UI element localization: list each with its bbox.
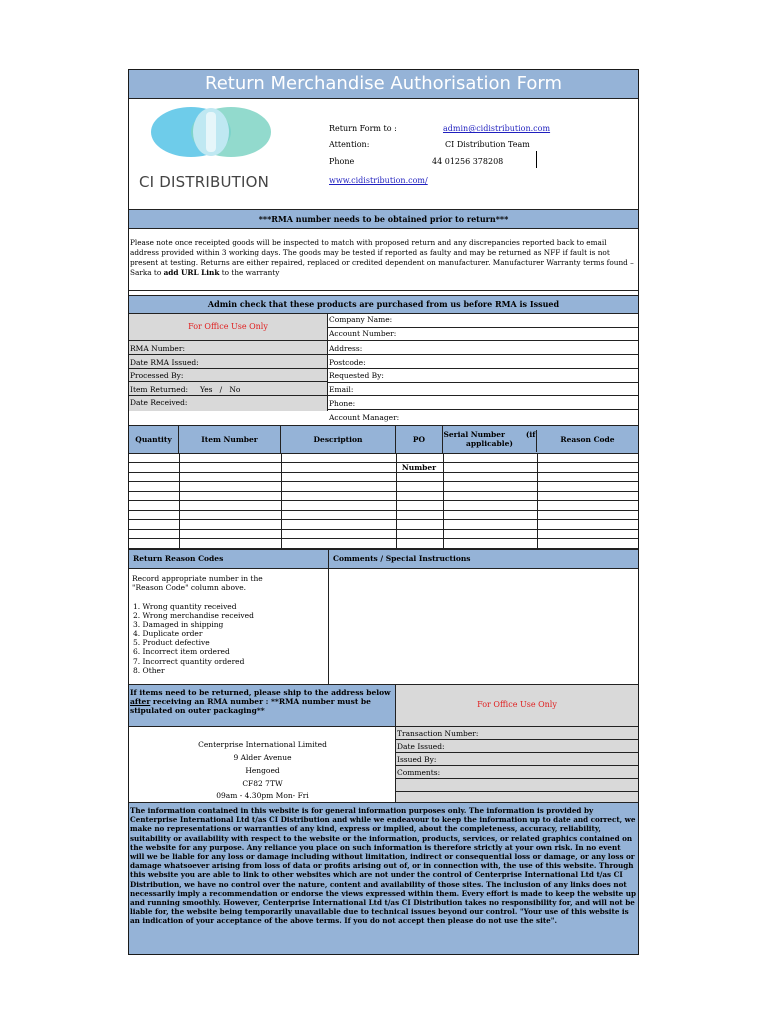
office-use-label-2: For Office Use Only bbox=[396, 684, 638, 726]
col-description: Description bbox=[281, 426, 396, 454]
customer-fields-panel bbox=[328, 314, 638, 425]
divider bbox=[129, 290, 638, 291]
col-item-number: Item Number bbox=[179, 426, 281, 454]
address-hours: 09am - 4.30pm Mon- Fri bbox=[216, 791, 309, 800]
office-fields-panel bbox=[129, 341, 328, 411]
rma-notice-bar: ***RMA number needs to be obtained prior to return*** bbox=[129, 209, 638, 229]
address-line-3: Hengoed bbox=[245, 766, 280, 775]
transaction-panel bbox=[396, 726, 638, 802]
account-number-field[interactable]: Account Number: bbox=[329, 329, 397, 338]
comments-input[interactable] bbox=[329, 569, 638, 684]
requested-by-field[interactable]: Requested By: bbox=[329, 371, 384, 380]
email-field[interactable]: Email: bbox=[329, 385, 354, 394]
logo-text: CI DISTRIBUTION bbox=[139, 173, 270, 191]
phone-label: Phone bbox=[329, 157, 355, 166]
ship-notice-text-b: receiving an RMA number : **RMA number must be stipulated on outer packaging** bbox=[130, 697, 371, 715]
disclaimer: The information contained in this website is for general information purposes only. The information is provided by Centerprise International Ltd t/as CI Distribution and while we endeavour to keep the information up to date and correct, we make no representations or warranties of any kind, express or implied, about the completeness, accuracy, reliability, suitability or availability with respect to the website or the information, products, services, or related graphics contained on the website for any purpose. Any reliance you place on such information is therefore strictly at your own risk. In no event will we be liable for any loss or damage including without limitation, indirect or consequential loss or damage, or any loss or damage whatsoever arising from loss of data or profits arising out of, or in connection with, the use of this website. Through this website you are able to link to other websites which are not under the control of Centerprise International Ltd t/as CI Distribution, we have no control over the nature, content and availability of those sites. The inclusion of any links does not necessarily imply a recommendation or endorse the views expressed within them. Every effort is made to keep the website up and running smoothly. However, Centerprise International Ltd t/as CI Distribution takes no responsibility for, and will not be liable for, the website being temporarily unavailable due to technical issues beyond our control. "Your use of this website is an indication of your acceptance of the above terms. If you do not accept then please do not use the site". bbox=[129, 802, 638, 954]
reason-intro: Record appropriate number in the "Reason Code" column above. bbox=[132, 574, 263, 592]
col-reason-code: Reason Code bbox=[560, 435, 615, 444]
date-issued-field[interactable]: Date Issued: bbox=[397, 742, 445, 751]
rma-form bbox=[128, 69, 639, 955]
reason-code-3: 3. Damaged in shipping bbox=[133, 620, 224, 629]
note-paragraph bbox=[130, 238, 637, 278]
note-tail: to the warranty bbox=[219, 268, 280, 277]
company-logo bbox=[139, 104, 289, 194]
ship-notice-text-a: If items need to be returned, please ship to the address below bbox=[130, 688, 391, 697]
postcode-field[interactable]: Postcode: bbox=[329, 358, 366, 367]
reason-code-1: 1. Wrong quantity received bbox=[133, 602, 237, 611]
reason-code-8: 8. Other bbox=[133, 666, 165, 675]
reason-code-5: 5. Product defective bbox=[133, 638, 210, 647]
phone-value: 44 01256 378208 bbox=[432, 157, 504, 166]
admin-check-bar: Admin check that these products are purchased from us before RMA is Issued bbox=[129, 295, 638, 314]
items-table-header bbox=[129, 425, 638, 472]
attention-label: Attention: bbox=[329, 140, 370, 149]
rma-number-field: RMA Number: bbox=[130, 344, 185, 353]
comments-header: Comments / Special Instructions bbox=[329, 549, 638, 569]
items-grid[interactable] bbox=[129, 453, 638, 549]
reason-codes-panel bbox=[129, 569, 329, 684]
address-line-1: Centerprise International Limited bbox=[198, 740, 327, 749]
form-title: Return Merchandise Authorisation Form bbox=[129, 70, 638, 99]
issued-by-field[interactable]: Issued By: bbox=[397, 755, 437, 764]
return-form-to-label: Return Form to : bbox=[329, 124, 397, 133]
note-link-text: add URL Link bbox=[163, 268, 220, 277]
date-received-field: Date Received: bbox=[130, 398, 188, 407]
company-name-field[interactable]: Company Name: bbox=[329, 315, 393, 324]
ship-notice bbox=[129, 684, 396, 726]
comments-field[interactable]: Comments: bbox=[397, 768, 441, 777]
col-serial-number: Serial Number (if applicable) bbox=[443, 430, 537, 452]
reason-code-2: 2. Wrong merchandise received bbox=[133, 611, 254, 620]
address-field[interactable]: Address: bbox=[329, 344, 363, 353]
address-line-2: 9 Alder Avenue bbox=[233, 753, 292, 762]
item-returned-field: Item Returned: Yes / No bbox=[130, 385, 241, 394]
col-quantity: Quantity bbox=[129, 426, 179, 454]
items-table-body[interactable] bbox=[129, 453, 638, 549]
attention-value: CI Distribution Team bbox=[445, 140, 530, 149]
ship-notice-after: after bbox=[130, 697, 151, 706]
reason-code-4: 4. Duplicate order bbox=[133, 629, 203, 638]
return-address bbox=[129, 726, 396, 802]
cursor-mark bbox=[536, 151, 537, 168]
office-use-label: For Office Use Only bbox=[129, 314, 328, 341]
col-po-number: PO Number bbox=[396, 426, 443, 454]
account-manager-field[interactable]: Account Manager: bbox=[329, 413, 400, 422]
website-link[interactable]: www.cidistribution.com/ bbox=[329, 176, 428, 185]
reason-code-6: 6. Incorrect item ordered bbox=[133, 647, 230, 656]
processed-by-field: Processed By: bbox=[130, 371, 184, 380]
phone-field[interactable]: Phone: bbox=[329, 399, 356, 408]
address-line-4: CF82 7TW bbox=[242, 779, 283, 788]
reason-codes-header: Return Reason Codes bbox=[129, 549, 329, 569]
return-email-link[interactable]: admin@cidistribution.com bbox=[443, 124, 551, 133]
note-text: Please note once receipted goods will be inspected to match with proposed return and any discrepancies reported back to email address provided within 3 working days. The goods may be tested if reported as faulty and may be returned as NFF if fault is not present at testing. Returns are either repaired, replaced or credited dependent on manufacturer. Manufacturer Warranty terms found – Sarka to bbox=[130, 238, 634, 277]
transaction-number-field[interactable]: Transaction Number: bbox=[397, 729, 479, 738]
date-rma-issued-field: Date RMA Issued: bbox=[130, 358, 199, 367]
reason-code-7: 7. Incorrect quantity ordered bbox=[133, 657, 245, 666]
